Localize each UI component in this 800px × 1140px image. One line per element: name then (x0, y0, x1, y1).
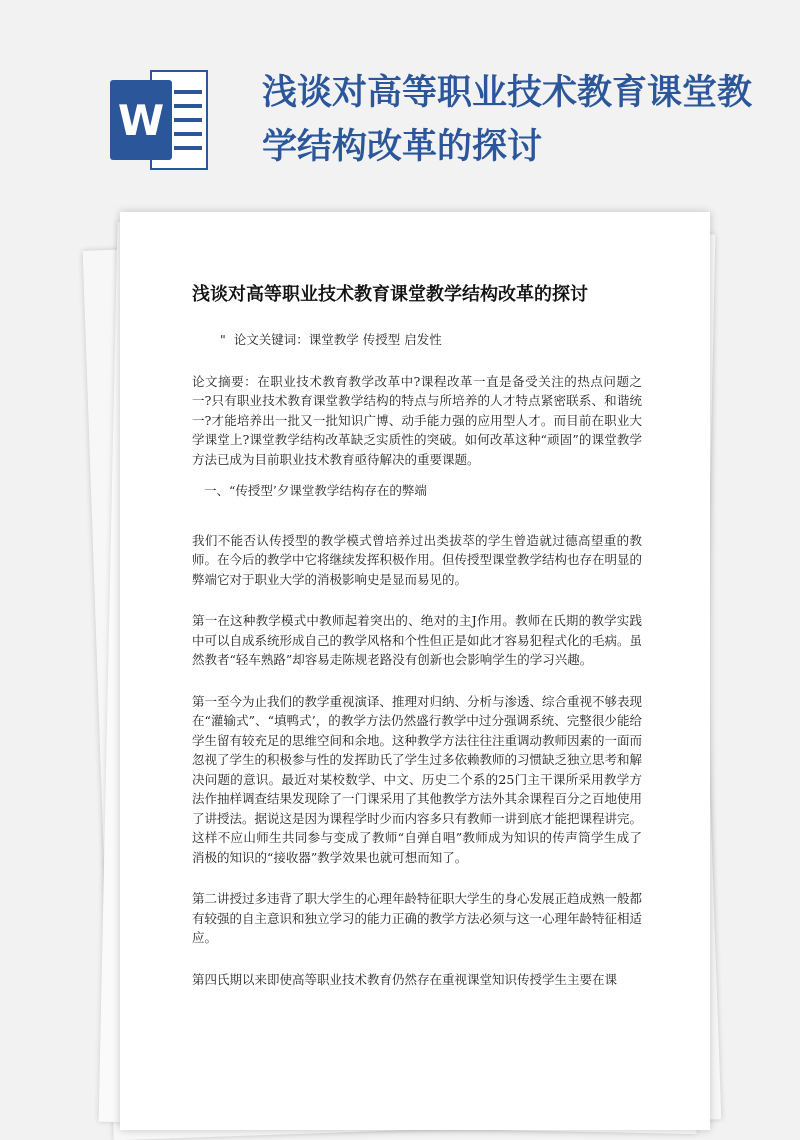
body-paragraph: 我们不能否认传授型的教学模式曾培养过出类拔萃的学生曾造就过德高望重的教师。在今后的教学中它将继续发挥积极作用。但传授型课堂教学结构也存在明显的弊端它对于职业大学的消极影响史是显而易见的。 (192, 532, 643, 587)
document-page (120, 212, 710, 1130)
keywords-line (220, 330, 642, 350)
keywords-mark: " (220, 332, 226, 347)
body-paragraph: 第二讲授过多违背了职大学生的心理年龄特征职大学生的身心发展正趋成熟一般都有较强的自主意识和独立学习的能力正确的教学方法必须与这一心理年龄特征相适应。 (192, 891, 643, 945)
word-document-icon (110, 70, 210, 170)
word-logo-tile (110, 80, 172, 160)
body-paragraph: 第四氏期以来即使高等职业技术教育仍然存在重视课堂知识传授学生主要在课 (192, 971, 618, 987)
word-logo-letter: W (117, 95, 165, 145)
section-heading: 一、“传授型’夕课堂教学结构存在的弊端 (204, 483, 427, 498)
document-content (192, 282, 642, 1011)
header-banner (0, 0, 800, 210)
keywords-text: 论文关键词：课堂教学 传授型 启发性 (233, 332, 442, 347)
header-title: 浅谈对高等职业技术教育课堂教学结构改革的探讨 (262, 72, 753, 167)
document-title: 浅谈对高等职业技术教育课堂教学结构改革的探讨 (192, 284, 588, 305)
body-paragraph: 第一在这种教学模式中教师起着突出的、绝对的主J作用。教师在氏期的教学实践中可以自成系统形成自己的教学风格和个性但正是如此才容易犯程式化的毛病。虽然教者“轻车熟路”却容易走陈规老路没有创新也会影响学生的学习兴趣。 (192, 613, 643, 667)
body-paragraph: 第一至今为止我们的教学重视演译、推理对归纳、分析与渗透、综合重视不够表现在“灌输式”、“填鸭式’，的教学方法仍然盛行教学中过分强调系统、完整很少能给学生留有较充足的思维空间和余地。这种教学方法往往注重调动教师因素的一面而忽视了学生的积极参与性的发挥助氏了学生过多依赖教师的习惯缺乏独立思考和解决问题的意识。最近对某校数学、中文、历史二个系的25门主干课所采用教学方法作抽样调查结果发现除了一门课采用了其他教学方法外其余课程百分之百地使用了讲授法。据说这是因为课程学时少而内容多只有教师一讲到底才能把课程讲完。这样不应山师生共同参与变成了教师“自弹自唱”教师成为知识的传声筒学生成了消极的知识的“接收器”教学效果也就可想而知了。 (192, 693, 643, 865)
abstract-paragraph: 论文摘要：在职业技术教育教学改革中?课程改革一直是备受关注的热点问题之一?只有职业技术教育课堂教学结构的特点与所培养的人才特点紧密联系、和谐统一?才能培养出一批又一批知识广博、动手能力强的应用型人才。而目前在职业大学课堂上?课堂教学结构改革缺乏实质性的突破。如何改革这种“顽固”的课堂教学方法已成为目前职业技术教育亟待解决的重要课题。 (192, 373, 642, 467)
